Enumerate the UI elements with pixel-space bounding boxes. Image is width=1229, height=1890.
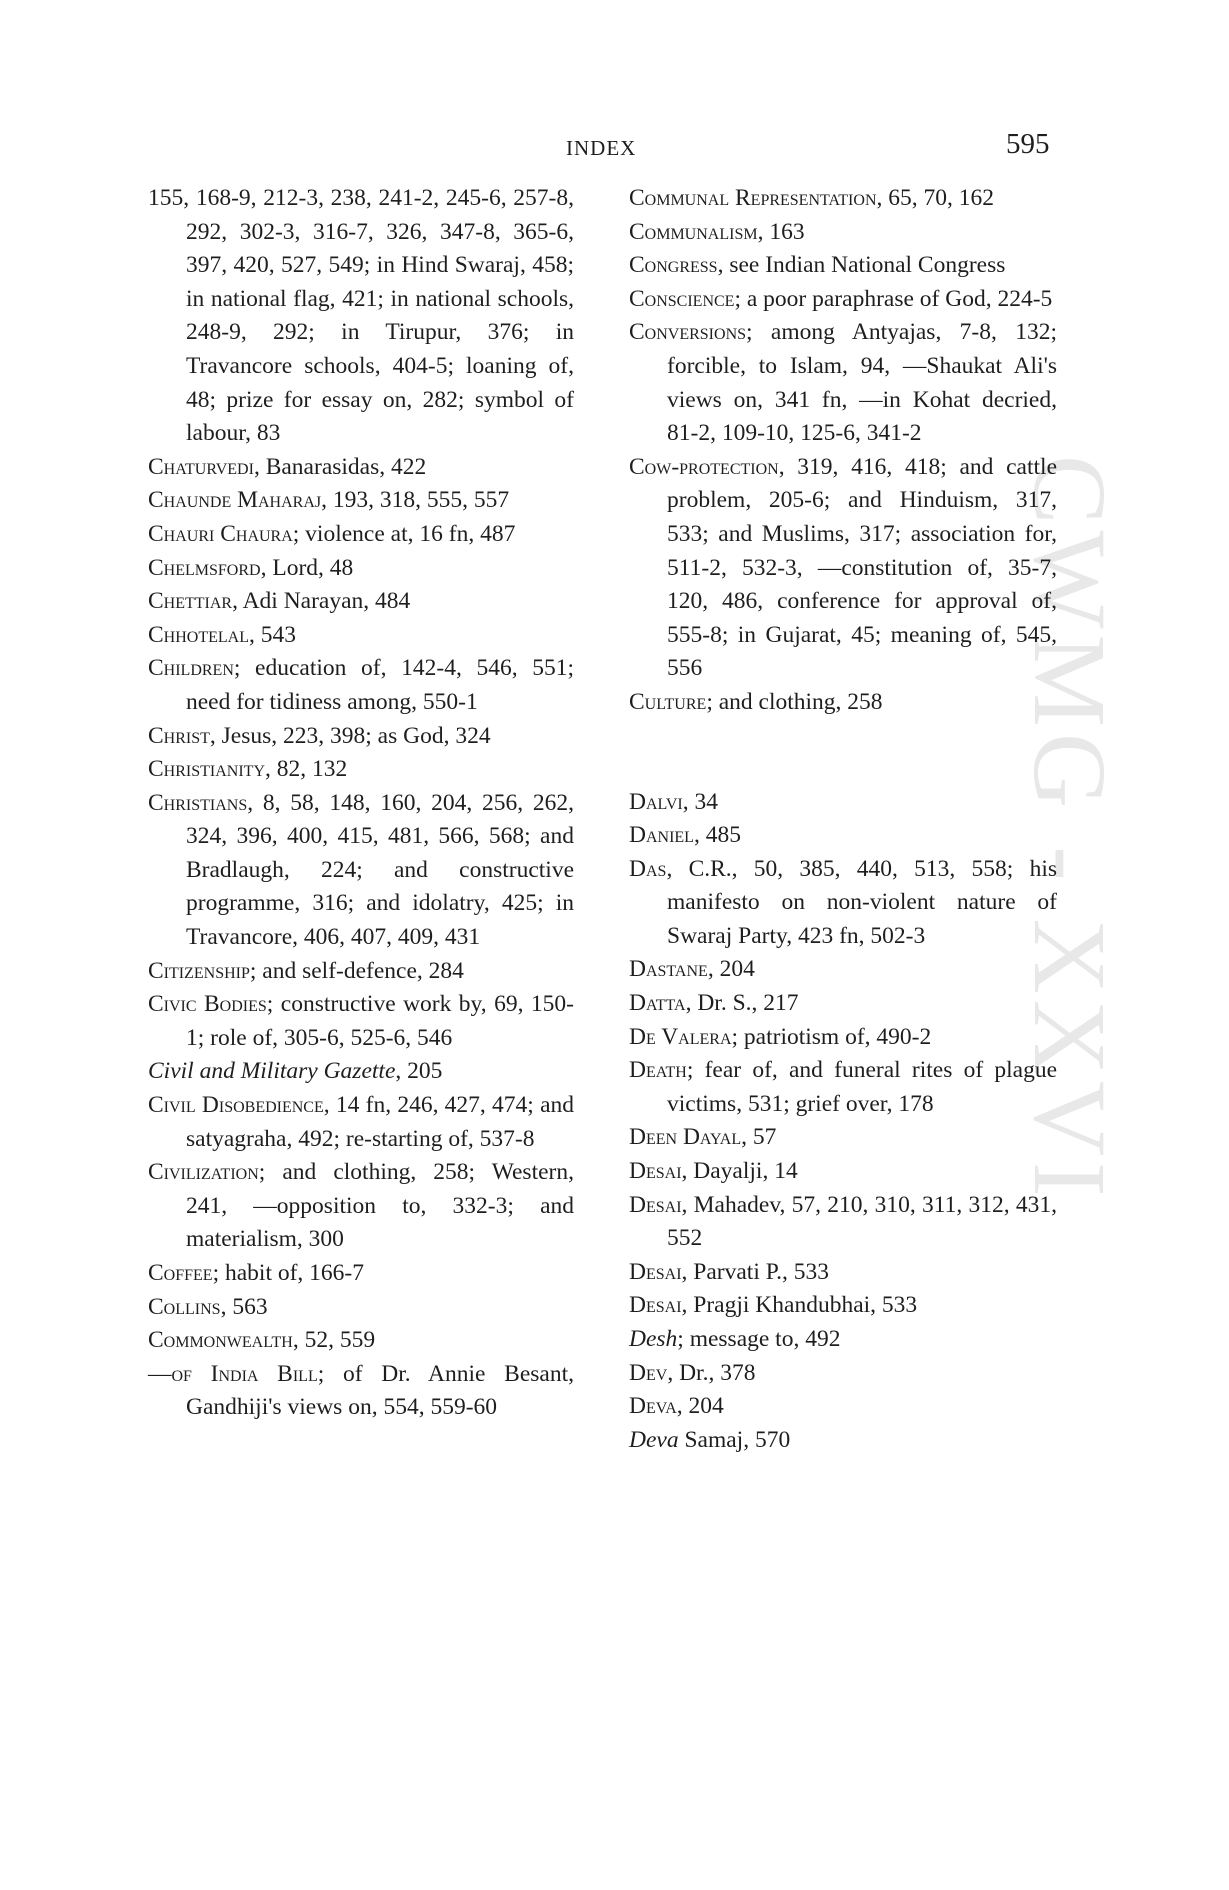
index-entry-heading: Desh bbox=[629, 1326, 678, 1352]
page-number: 595 bbox=[1006, 128, 1050, 160]
index-entry-text: , 14 fn, 246, 427, 474; and satyagraha, 492; re-starting of, 537-8 bbox=[186, 1092, 574, 1152]
index-entry-text: , 204 bbox=[707, 956, 755, 983]
index-entry-heading: Civilization bbox=[148, 1159, 259, 1186]
index-entry-text: ; a poor paraphrase of God, 224-5 bbox=[734, 285, 1053, 312]
index-entry-text: ; and clothing, 258 bbox=[706, 688, 883, 715]
running-header: INDEX bbox=[566, 136, 637, 160]
index-entry bbox=[148, 619, 574, 653]
index-entry-text: ; of Dr. Annie Besant, Gandhiji's views on, 554, 559-60 bbox=[186, 1360, 574, 1421]
index-entry-heading: Christianity bbox=[148, 756, 265, 783]
index-entry-heading: Chaturvedi bbox=[148, 453, 254, 480]
index-entry bbox=[629, 1021, 1057, 1055]
index-entry-heading: Desai bbox=[629, 1158, 682, 1185]
index-entry bbox=[148, 720, 574, 754]
index-entry-text: , 52, 559 bbox=[292, 1327, 376, 1354]
index-column-right bbox=[629, 182, 1057, 1457]
index-entry-heading: Coffee bbox=[148, 1260, 213, 1286]
index-entry-text: ; education of, 142-4, 546, 551; need for tidiness among, 550-1 bbox=[186, 655, 574, 715]
index-entry bbox=[629, 1121, 1057, 1155]
index-entry-text: ; and clothing, 258; Western, 241, —opposition to, 332-3; and materialism, 300 bbox=[186, 1159, 574, 1253]
index-entry-heading: Chhotelal bbox=[148, 621, 249, 648]
index-entry-text: ; and self-defence, 284 bbox=[249, 957, 464, 984]
index-entry bbox=[629, 249, 1057, 283]
index-entry bbox=[629, 283, 1057, 317]
index-entry-heading: Desai bbox=[629, 1292, 682, 1319]
index-entry bbox=[148, 787, 574, 955]
index-entry bbox=[148, 988, 574, 1055]
index-entry-heading: Commonwealth bbox=[148, 1327, 293, 1354]
index-entry-text: ; message to, 492 bbox=[677, 1326, 841, 1352]
index-entry-heading: Collins bbox=[148, 1293, 221, 1320]
section-spacer bbox=[629, 720, 1057, 786]
index-entry-text: , Parvati P., 533 bbox=[681, 1258, 830, 1285]
index-entry bbox=[148, 585, 574, 619]
index-entry-heading: Citizenship bbox=[148, 957, 250, 984]
index-entry bbox=[148, 1324, 574, 1358]
index-entry-text: ; fear of, and funeral rites of plague victims, 531; grief over, 178 bbox=[667, 1057, 1057, 1117]
index-entry bbox=[629, 987, 1057, 1021]
index-entry bbox=[629, 451, 1057, 686]
index-entry-text: , 163 bbox=[757, 218, 805, 245]
index-entry-text: Samaj, 570 bbox=[678, 1426, 791, 1453]
index-entry-text: ; habit of, 166-7 bbox=[212, 1260, 364, 1286]
index-entry-text: , 8, 58, 148, 160, 204, 256, 262, 324, 396, 400, 415, 481, 566, 568; and Bradlaugh, 224; and constructive programme, 316; and idolatry, 425; in Travancore, 406, 407, 409, 431 bbox=[186, 789, 574, 951]
index-entry-text: , Adi Narayan, 484 bbox=[232, 588, 411, 615]
index-entry-heading: Death bbox=[629, 1057, 687, 1084]
index-entry-text: ; violence at, 16 fn, 487 bbox=[292, 520, 516, 547]
index-entry-heading: Desai bbox=[629, 1258, 682, 1285]
watermark: CWMG - XXVI bbox=[1012, 455, 1127, 1203]
index-entry bbox=[629, 686, 1057, 720]
index-entry bbox=[629, 853, 1057, 954]
index-entry bbox=[148, 652, 574, 719]
index-entry-heading: Civil and Military Gazette bbox=[148, 1058, 396, 1085]
index-entry bbox=[148, 955, 574, 989]
index-entry-text: ; constructive work by, 69, 150-1; role of, 305-6, 525-6, 546 bbox=[186, 991, 574, 1051]
index-entry-heading: Christ bbox=[148, 722, 210, 749]
index-entry-heading: Dev bbox=[629, 1359, 668, 1386]
index-entry bbox=[629, 182, 1057, 216]
index-entry bbox=[148, 1291, 574, 1325]
index-entry bbox=[629, 1323, 1057, 1357]
index-entry-heading: Christians bbox=[148, 789, 248, 816]
index-entry-heading: Cow-protection bbox=[629, 453, 779, 480]
index-entry-text: , 34 bbox=[682, 788, 718, 815]
index-entry bbox=[148, 518, 574, 552]
index-entry-heading: Daniel bbox=[629, 822, 694, 849]
index-entry bbox=[148, 1089, 574, 1156]
index-entry-text: , Mahadev, 57, 210, 310, 311, 312, 431, 552 bbox=[667, 1191, 1057, 1252]
index-entry bbox=[148, 552, 574, 586]
index-entry-heading: Deva bbox=[629, 1426, 679, 1453]
index-entry-text: , C.R., 50, 385, 440, 513, 558; his manifesto on non-violent nature of Swaraj Party, 423 fn, 502-3 bbox=[666, 855, 1057, 949]
index-entry-text: , Dayalji, 14 bbox=[681, 1158, 798, 1185]
index-entry-heading: Conscience bbox=[629, 285, 735, 312]
index-entry bbox=[148, 451, 574, 485]
index-entry-text: , Jesus, 223, 398; as God, 324 bbox=[209, 722, 491, 749]
index-entry-text: , 563 bbox=[220, 1293, 268, 1320]
index-entry-heading: Das bbox=[629, 855, 667, 882]
index-entry bbox=[148, 1257, 574, 1291]
index-entry bbox=[629, 1155, 1057, 1189]
index-entry-heading: Communalism bbox=[629, 218, 758, 245]
index-entry-text: , 57 bbox=[741, 1124, 777, 1151]
index-entry bbox=[148, 484, 574, 518]
index-entry-heading: —of India Bill bbox=[148, 1360, 318, 1387]
index-entry-text: , Banarasidas, 422 bbox=[253, 453, 427, 480]
index-entry bbox=[629, 1189, 1057, 1256]
index-entry-text: , 319, 416, 418; and cattle problem, 205-6; and Hinduism, 317, 533; and Muslims, 317; association for, 511-2, 532-3, —constitution of, 35-7, 120, 486, conference for approval of, 555-8; in Gujarat, 45; meaning of, 545, 556 bbox=[667, 453, 1057, 682]
index-entry bbox=[629, 1357, 1057, 1391]
index-entry bbox=[629, 216, 1057, 250]
index-entry-text: 155, 168-9, 212-3, 238, 241-2, 245-6, 257-8, 292, 302-3, 316-7, 326, 347-8, 365-6, 397, 420, 527, 549; in Hind Swaraj, 458; in national flag, 421; in national schools, 248-9, 292; in Tirupur, 376; in Travancore schools, 404-5; loaning of, 48; prize for essay on, 282; symbol of labour, 83 bbox=[148, 185, 574, 447]
index-entry-heading: Dastane bbox=[629, 956, 708, 983]
index-entry-heading: Chauri Chaura bbox=[148, 520, 293, 547]
index-entry bbox=[629, 1256, 1057, 1290]
index-entry-text: , 485 bbox=[693, 822, 741, 849]
index-entry-text: ; patriotism of, 490-2 bbox=[731, 1023, 932, 1050]
index-entry-heading: Children bbox=[148, 655, 234, 682]
index-entry-heading: Civil Disobedience bbox=[148, 1092, 324, 1119]
index-entry-text: , 193, 318, 555, 557 bbox=[321, 487, 510, 514]
index-entry-text: ; among Antyajas, 7-8, 132; forcible, to Islam, 94, —Shaukat Ali's views on, 341 fn, —in Kohat decried, 81-2, 109-10, 125-6, 341-2 bbox=[667, 319, 1057, 447]
index-entry-heading: Datta bbox=[629, 990, 686, 1017]
index-entry-heading: Deva bbox=[629, 1393, 677, 1420]
index-entry-text: , 204 bbox=[676, 1393, 724, 1420]
index-entry bbox=[629, 1054, 1057, 1121]
index-entry-heading: Civic Bodies bbox=[148, 991, 267, 1018]
index-entry bbox=[629, 819, 1057, 853]
index-entry-heading: Conversions bbox=[629, 319, 747, 346]
index-entry bbox=[148, 1358, 574, 1425]
index-entry bbox=[148, 1055, 574, 1089]
index-entry bbox=[629, 1424, 1057, 1458]
index-entry-heading: Congress bbox=[629, 252, 718, 279]
index-entry-heading: Communal Representation bbox=[629, 185, 877, 211]
index-entry bbox=[148, 753, 574, 787]
index-entry-heading: Desai bbox=[629, 1191, 682, 1218]
index-entry-text: , Pragji Khandubhai, 533 bbox=[681, 1292, 918, 1319]
index-entry bbox=[629, 1390, 1057, 1424]
index-entry-text: , 65, 70, 162 bbox=[876, 185, 994, 211]
index-entry-heading: Chettiar bbox=[148, 588, 233, 615]
index-entry-text: , Dr. S., 217 bbox=[685, 990, 799, 1017]
index-entry bbox=[629, 786, 1057, 820]
index-entry-heading: De Valera bbox=[629, 1023, 732, 1050]
index-column-left bbox=[148, 182, 574, 1425]
index-entry bbox=[629, 316, 1057, 450]
index-entry-text: , 205 bbox=[395, 1058, 443, 1085]
index-entry bbox=[148, 182, 574, 451]
index-entry-heading: Deen Dayal bbox=[629, 1124, 742, 1151]
index-entry-text: , Dr., 378 bbox=[667, 1359, 756, 1386]
index-entry-text: , 543 bbox=[249, 621, 296, 648]
index-entry-heading: Chaunde Maharaj bbox=[148, 487, 322, 514]
index-entry bbox=[629, 1289, 1057, 1323]
index-entry bbox=[629, 953, 1057, 987]
index-entry-text: , 82, 132 bbox=[265, 756, 348, 783]
index-entry-heading: Culture bbox=[629, 688, 707, 715]
index-entry bbox=[148, 1156, 574, 1257]
index-entry-text: , Lord, 48 bbox=[260, 554, 354, 581]
index-entry-heading: Chelmsford bbox=[148, 554, 261, 581]
index-entry-text: , see Indian National Congress bbox=[717, 252, 1006, 279]
index-entry-heading: Dalvi bbox=[629, 788, 683, 815]
